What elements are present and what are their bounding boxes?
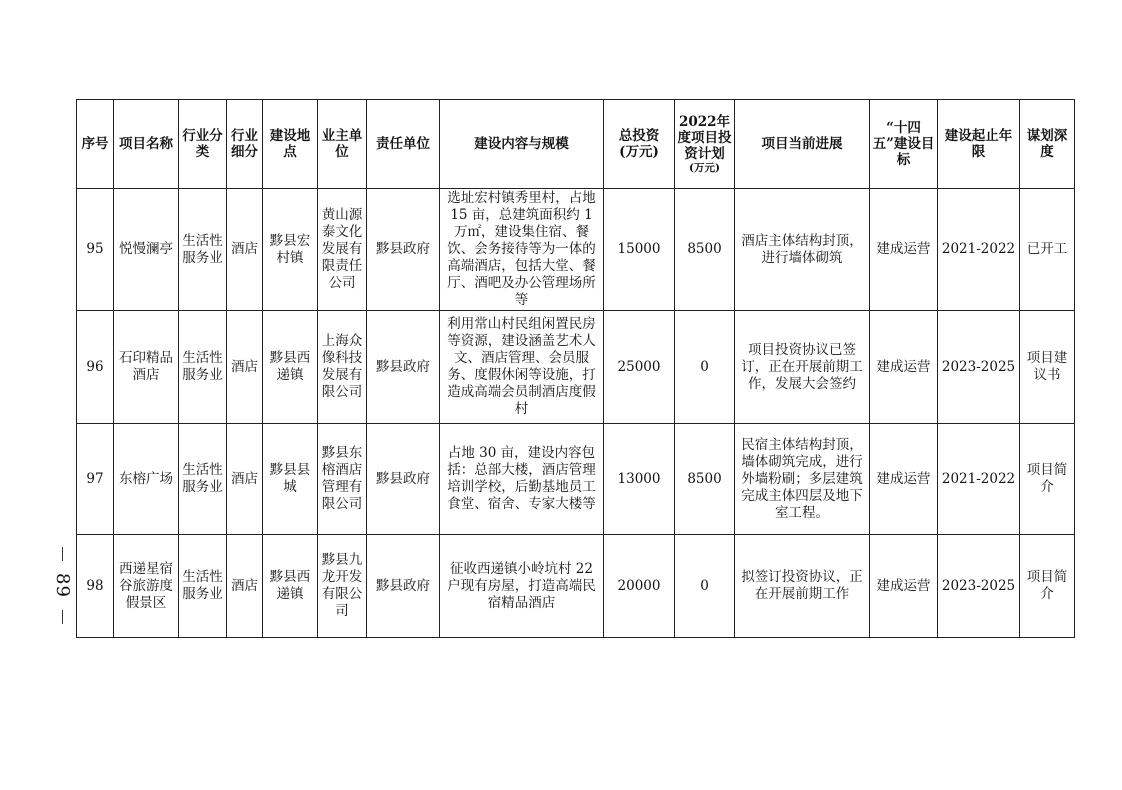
cell-content: 利用常山村民组闲置民房 等资源，建设涵盖艺术人 文、酒店管理、会员服务、度假休闲等设施，打造成高端会员制酒店度假村 — [440, 311, 604, 424]
cell-period: 2021-2022 — [938, 424, 1020, 535]
cell-seq: 98 — [77, 535, 114, 638]
table-row — [77, 189, 1075, 311]
cell-depth: 项目简介 — [1020, 535, 1075, 638]
header-depth: 谋划深度 — [1020, 100, 1075, 189]
cell-location: 黟县宏村镇 — [263, 189, 318, 311]
cell-owner: 黄山源泰文化发展有限责任公司 — [318, 189, 367, 311]
cell-location: 黟县西递镇 — [263, 311, 318, 424]
cell-sub-industry: 酒店 — [227, 424, 263, 535]
cell-total-investment: 20000 — [604, 535, 675, 638]
header-name: 项目名称 — [114, 100, 179, 189]
cell-seq: 96 — [77, 311, 114, 424]
cell-progress: 民宿主体结构封顶，墙体砌筑完成，进行外墙粉刷；多层建筑完成主体四层及地下室工程。 — [735, 424, 870, 535]
table-row — [77, 535, 1075, 638]
header-location: 建设地点 — [263, 100, 318, 189]
page-number — [46, 540, 78, 630]
table-row — [77, 424, 1075, 535]
cell-total-investment: 25000 — [604, 311, 675, 424]
cell-total-investment: 15000 — [604, 189, 675, 311]
cell-responsible: 黟县政府 — [367, 189, 440, 311]
cell-goal: 建成运营 — [870, 424, 938, 535]
cell-responsible: 黟县政府 — [367, 424, 440, 535]
cell-progress: 项目投资协议已签订，正在开展前期工作，发展大会签约 — [735, 311, 870, 424]
cell-name: 东榕广场 — [114, 424, 179, 535]
cell-plan-2022: 0 — [675, 311, 735, 424]
cell-owner: 黟县九龙开发有限公司 — [318, 535, 367, 638]
cell-industry: 生活性服务业 — [179, 424, 227, 535]
cell-depth: 已开工 — [1020, 189, 1075, 311]
header-period: 建设起止年限 — [938, 100, 1020, 189]
header-responsible: 责任单位 — [367, 100, 440, 189]
cell-location: 黟县西递镇 — [263, 535, 318, 638]
cell-name: 石印精品酒店 — [114, 311, 179, 424]
cell-period: 2023-2025 — [938, 311, 1020, 424]
cell-goal: 建成运营 — [870, 189, 938, 311]
cell-plan-2022: 0 — [675, 535, 735, 638]
cell-goal: 建成运营 — [870, 311, 938, 424]
header-total-investment: 总投资 (万元) — [604, 100, 675, 189]
cell-industry: 生活性服务业 — [179, 311, 227, 424]
cell-seq: 97 — [77, 424, 114, 535]
cell-owner: 上海众像科技发展有限公司 — [318, 311, 367, 424]
cell-goal: 建成运营 — [870, 535, 938, 638]
cell-content: 占地 30 亩，建设内容包括：总部大楼，酒店管理培训学校，后勤基地员工食堂、宿舍、专家大楼等 — [440, 424, 604, 535]
cell-sub-industry: 酒店 — [227, 535, 263, 638]
header-content: 建设内容与规模 — [440, 100, 604, 189]
cell-owner: 黟县东榕酒店管理有限公司 — [318, 424, 367, 535]
header-owner: 业主单位 — [318, 100, 367, 189]
header-progress: 项目当前进展 — [735, 100, 870, 189]
cell-responsible: 黟县政府 — [367, 535, 440, 638]
cell-progress: 酒店主体结构封顶，进行墙体砌筑 — [735, 189, 870, 311]
cell-plan-2022: 8500 — [675, 189, 735, 311]
cell-seq: 95 — [77, 189, 114, 311]
cell-depth: 项目简介 — [1020, 424, 1075, 535]
header-industry: 行业分类 — [179, 100, 227, 189]
cell-responsible: 黟县政府 — [367, 311, 440, 424]
cell-industry: 生活性服务业 — [179, 535, 227, 638]
page-number-text: 89 — [51, 572, 73, 598]
cell-sub-industry: 酒店 — [227, 189, 263, 311]
header-seq: 序号 — [77, 100, 114, 189]
project-table — [76, 99, 1075, 638]
cell-name: 西递星宿谷旅游度假景区 — [114, 535, 179, 638]
header-plan-2022: 2022年度项目投资计划 (万元) — [675, 100, 735, 189]
cell-sub-industry: 酒店 — [227, 311, 263, 424]
header-sub-industry: 行业细分 — [227, 100, 263, 189]
cell-period: 2023-2025 — [938, 535, 1020, 638]
cell-name: 悦慢澜亭 — [114, 189, 179, 311]
cell-content: 征收西递镇小岭坑村 22 户现有房屋，打造高端民宿精品酒店 — [440, 535, 604, 638]
page-number-dash-bottom — [62, 610, 63, 624]
cell-period: 2021-2022 — [938, 189, 1020, 311]
header-goal: “十四五”建设目标 — [870, 100, 938, 189]
cell-industry: 生活性服务业 — [179, 189, 227, 311]
cell-depth: 项目建议书 — [1020, 311, 1075, 424]
header-row — [77, 100, 1075, 189]
table-row — [77, 311, 1075, 424]
page-number-dash-top — [62, 547, 63, 561]
cell-location: 黟县县城 — [263, 424, 318, 535]
cell-total-investment: 13000 — [604, 424, 675, 535]
cell-content: 选址宏村镇秀里村，占地 15 亩，总建筑面积约 1 万㎡，建设集住宿、餐饮、会务接待等为一体的高端酒店，包括大堂、餐厅、酒吧及办公管理场所等 — [440, 189, 604, 311]
cell-progress: 拟签订投资协议，正在开展前期工作 — [735, 535, 870, 638]
cell-plan-2022: 8500 — [675, 424, 735, 535]
